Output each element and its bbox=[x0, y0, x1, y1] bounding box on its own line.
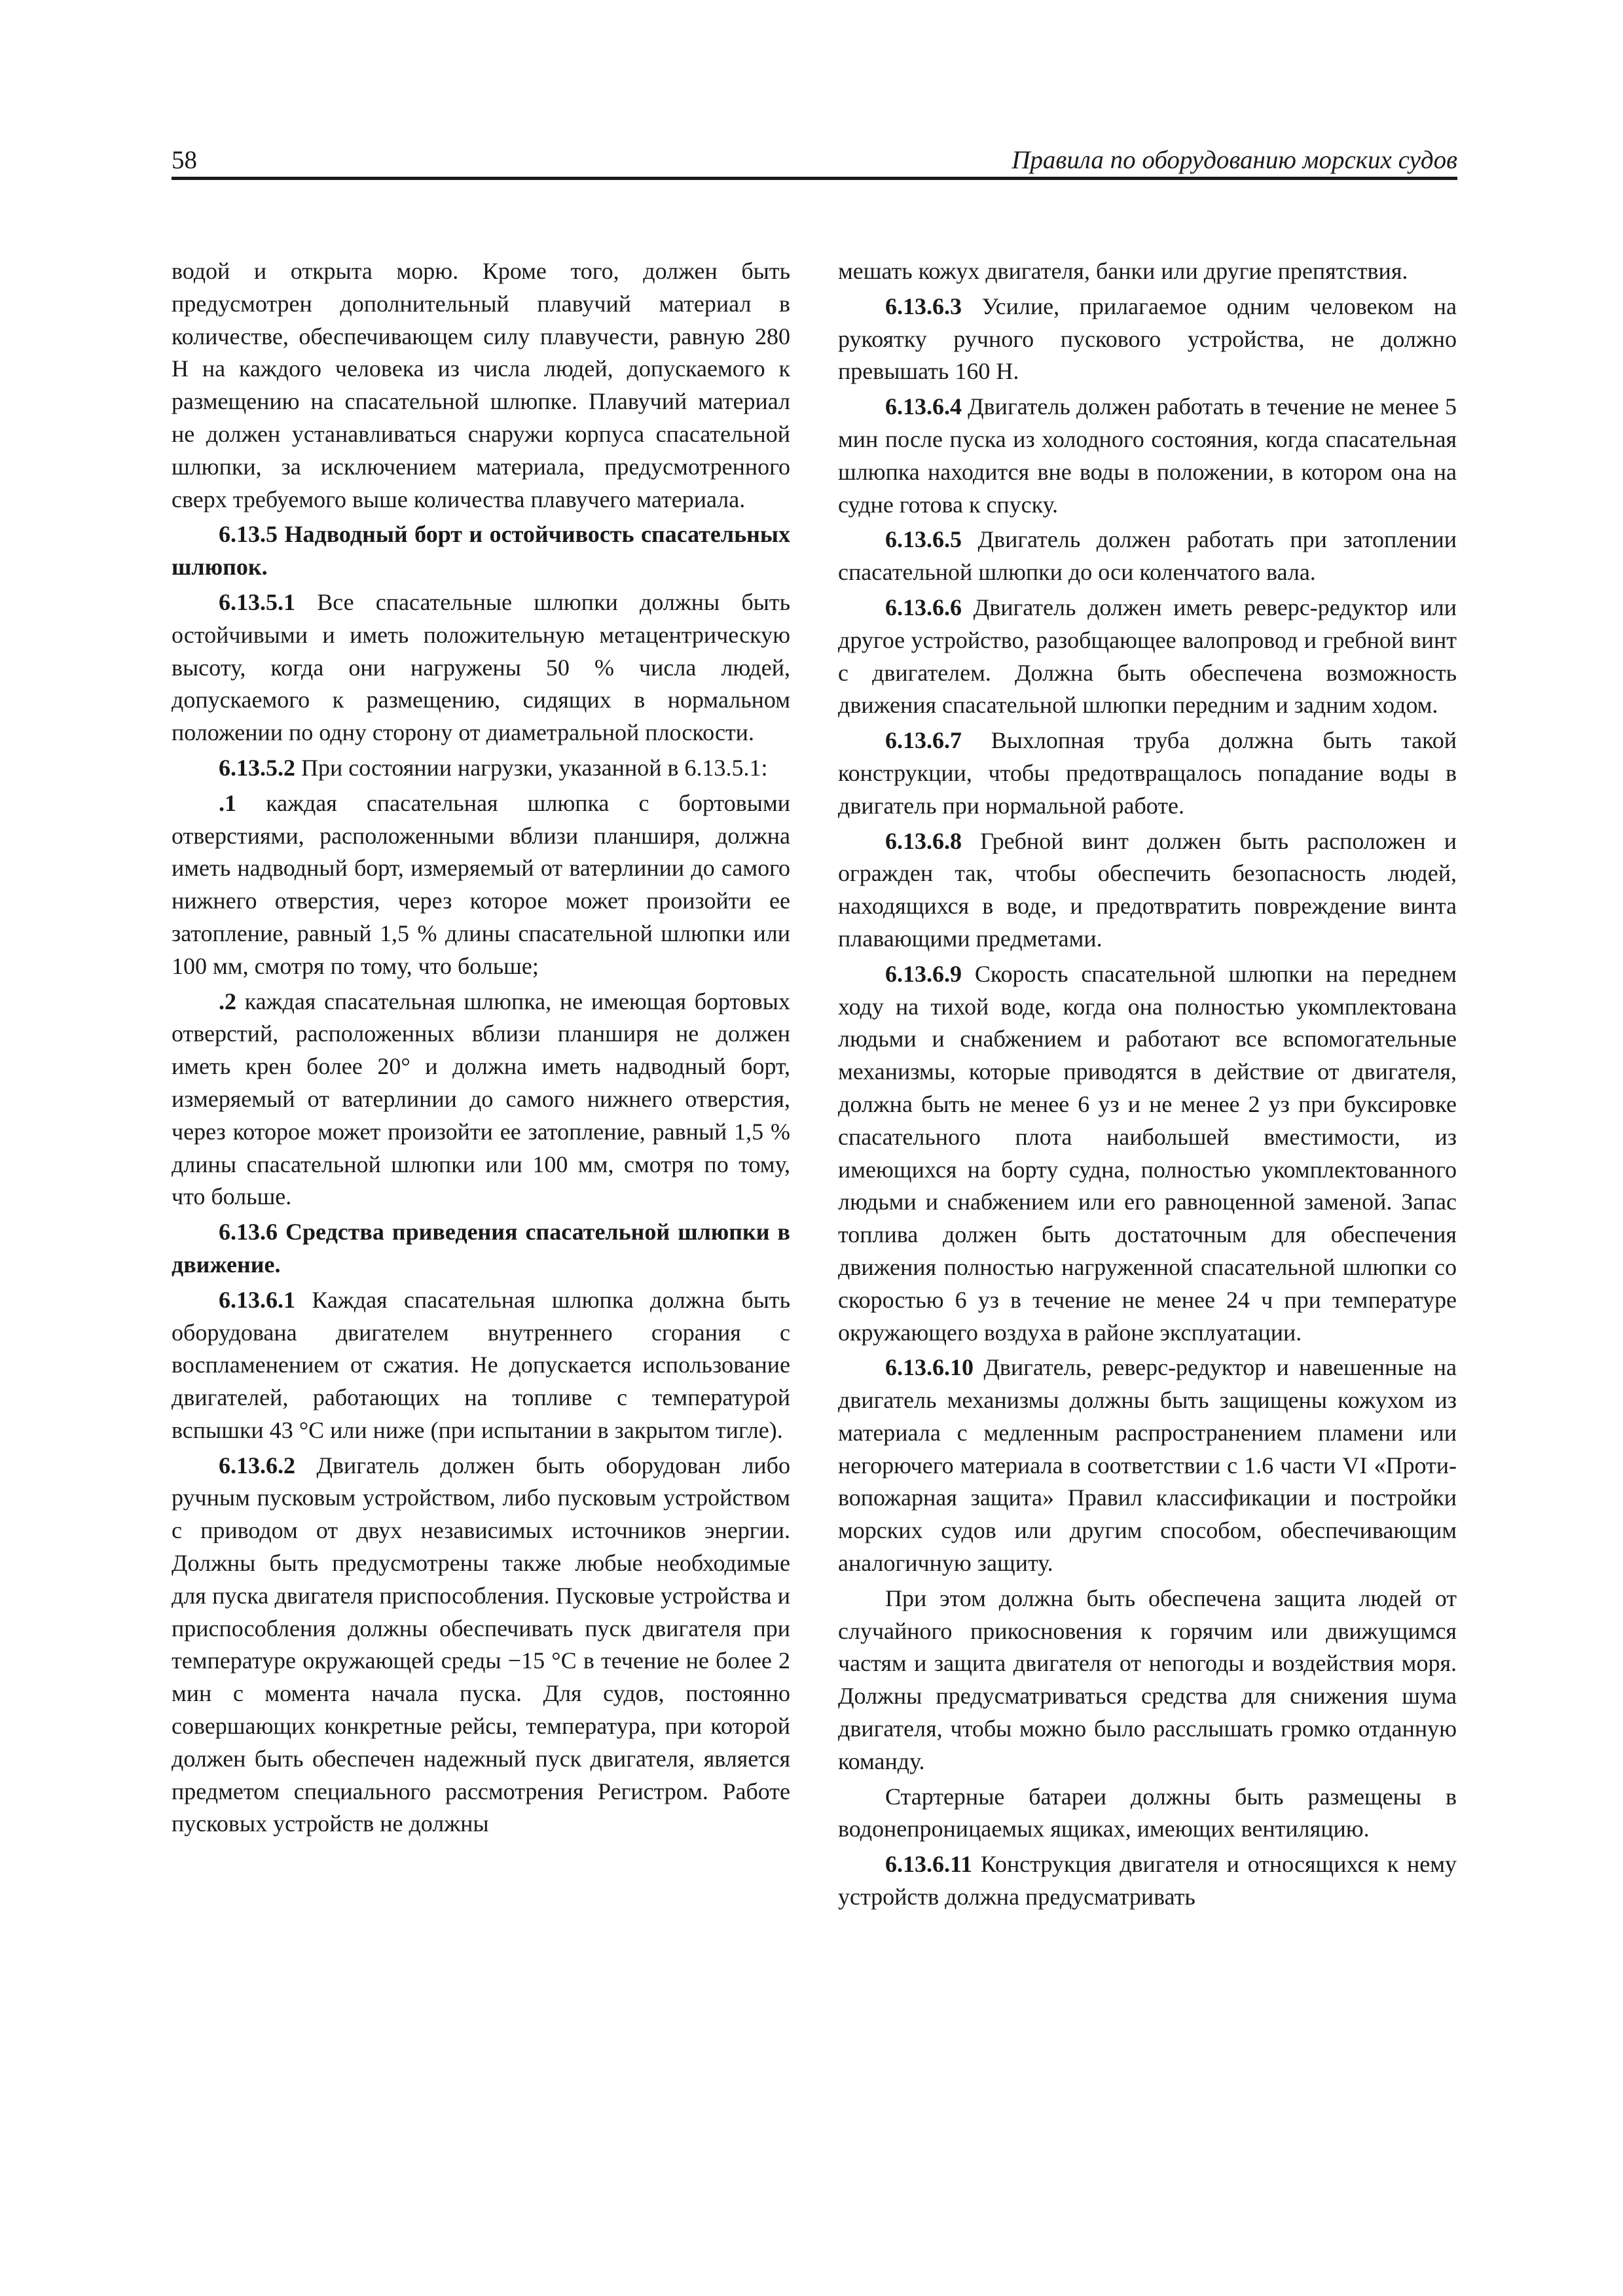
paragraph: 6.13.5.2 При состоянии нагрузки, указанной в 6.13.5.1: bbox=[219, 754, 768, 781]
list-item: .1 каждая спасательная шлюпка с бортовыми отверстиями, расположенными вблизи планширя, должна иметь надводный борт, измеряемый от ватерлинии до самого нижнего отверстия, через которое может произойти ее затопление, равный 1,5 % длины спасательной шлюпки или 100 мм, смотря по тому, что больше; bbox=[172, 789, 790, 979]
right-column bbox=[838, 255, 1457, 1916]
paragraph: 6.13.6.3 Усилие, прилагаемое одним человеком на рукоятку ручного пускового устройства, не должно превышать 160 Н. bbox=[838, 293, 1457, 385]
paragraph: мешать кожух двигателя, банки или другие препятствия. bbox=[838, 258, 1408, 284]
paragraph: 6.13.6.2 Двигатель должен быть оборудован либо ручным пусковым устройством, либо пусковым устройством с приводом от двух независимых источников энергии. Должны быть предусмотрены также любые необходимые для пуска двигателя приспособления. Пусковые устройства и приспособления должны обеспечивать пуск двигателя при температуре окружающей среды −15 °C в течение не более 2 мин с момента начала пуска. Для судов, постоянно совершающих конкретные рейсы, температура, при которой должен быть обеспечен надежный пуск двигателя, является предметом специального рассмотрения Регистром. Работе пусковых устройств не должны bbox=[172, 1452, 790, 1837]
header-rule bbox=[172, 177, 1457, 180]
paragraph: 6.13.6.1 Каждая спасательная шлюпка должна быть оборудована двигателем внутреннего сгорания с воспламенением от сжатия. Не допускается использование двигателей, работающих на топливе с температурой вспышки 43 °C или ниже (при испытании в закрытом тигле). bbox=[172, 1286, 790, 1443]
paragraph: 6.13.6.6 Двигатель должен иметь реверс-редуктор или другое устройство, разобщающее валопровод и гребной винт с двигателем. Должна быть обеспечена возможность движения спасательной шлюпки передним и задним ходом. bbox=[838, 594, 1457, 719]
paragraph: 6.13.5.1 Все спасательные шлюпки должны быть остойчивыми и иметь положительную метацентрическую высоту, когда они нагружены 50 % числа людей, допускаемого к размещению, сидящих в нормальном положении по одну сторону от диаметральной плоскости. bbox=[172, 588, 791, 746]
paragraph: Стартерные батареи должны быть размещены в водонепроницаемых ящиках, имеющих вентиляцию. bbox=[838, 1783, 1457, 1842]
list-item: .2 каждая спасательная шлюпка, не имеющая бортовых отверстий, расположенных вблизи планширя не должен иметь крен более 20° и должна иметь надводный борт, измеряемый от ватерлинии до самого нижнего отверстия, через которое может произойти ее затопление, равный 1,5 % длины спасательной шлюпки или 100 мм, смотря по тому, что больше. bbox=[172, 988, 790, 1210]
paragraph: 6.13.6.5 Двигатель должен работать при затоплении спасательной шлюпки до оси коленчатого вала. bbox=[838, 526, 1457, 586]
paragraph: 6.13.6.9 Скорость спасательной шлюпки на переднем ходу на тихой воде, когда она полностью укомплектована людьми и снабжением и работают все вспомогательные механизмы, которые приводятся в действие от двигателя, должна быть не менее 6 уз и не менее 2 уз при буксировке спасательного плота наибольшей вместимости, из имеющихся на борту судна, полностью укомплектованного людьми и снабжением или его равноценной заменой. Запас топлива должен быть достаточным для обеспечения движения полностью нагруженной спасательной шлюпки со скоростью 6 уз в течение не менее 24 ч при температуре окружающего воздуха в районе эксплуатации. bbox=[838, 960, 1457, 1346]
paragraph: 6.13.6.8 Гребной винт должен быть расположен и огражден так, чтобы обеспечить безопасность людей, находящихся в воде, и предотвратить повреждение винта плавающими предметами. bbox=[838, 827, 1457, 952]
paragraph: 6.13.6.11 Конструкция двигателя и относящихся к нему устройств должна предусматривать bbox=[838, 1851, 1457, 1910]
section-heading: 6.13.6 Средства приведения спасательной шлюпки в движение. bbox=[172, 1219, 790, 1278]
left-column bbox=[172, 255, 790, 1843]
paragraph: 6.13.6.7 Выхлопная труба должна быть такой конструкции, чтобы предотвращалось попадание воды в двигатель при нормальной работе. bbox=[838, 727, 1457, 819]
paragraph: водой и открыта морю. Кроме того, должен быть предусмотрен дополнительный плавучий материал в количестве, обеспечивающем силу плавучести, равную 280 Н на каждого человека из числа людей, допускаемого к размещению на спасательной шлюпке. Плавучий материал не должен устанавливаться снаружи корпуса спасательной шлюпки, за исключением материала, предусмотренного сверх требуемого выше количества плавучего материала. bbox=[172, 258, 790, 512]
paragraph: При этом должна быть обеспечена защита людей от случайного прикосновения к горячим или движущимся частям и защита двигателя от непогоды и воздействия моря. Должны предусматриваться средства для снижения шума двигателя, чтобы можно было расслышать громко отданную команду. bbox=[838, 1585, 1457, 1774]
page-header bbox=[172, 145, 1457, 179]
running-title: Правила по оборудованию морских судов bbox=[1012, 146, 1457, 174]
section-heading: 6.13.5 Надводный борт и остойчивость спасательных шлюпок. bbox=[172, 521, 790, 581]
paragraph: 6.13.6.4 Двигатель должен работать в течение не менее 5 мин после пуска из холодного состояния, когда спасательная шлюпка находится вне воды в положении, в котором она на судне готова к спуску. bbox=[838, 393, 1457, 518]
page-number: 58 bbox=[172, 146, 197, 174]
paragraph: 6.13.6.10 Двигатель, реверс-редуктор и навешенные на двигатель механизмы должны быть защищены кожухом из материала с медленным распространением пламени или негорючего материала в соответствии с 1.6 части VI «Противопожарная защита» Правил классификации и постройки морских судов или другим способом, обеспечивающим аналогичную защиту. bbox=[838, 1354, 1457, 1577]
